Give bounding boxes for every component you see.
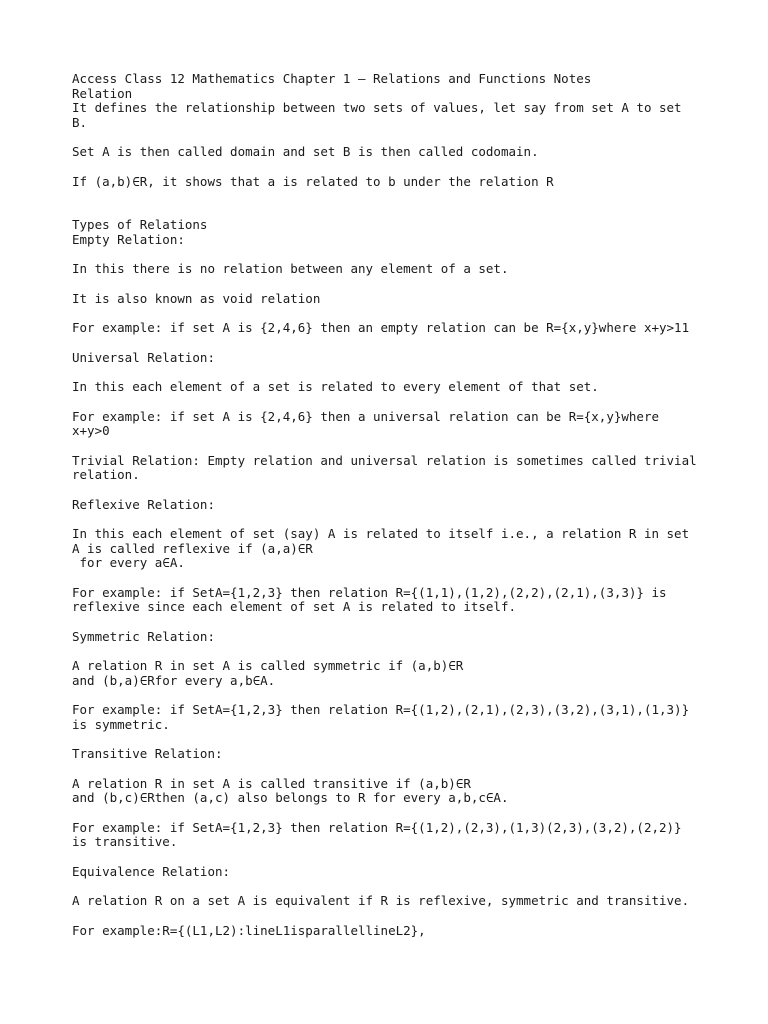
symmetric-example-line-1: For example: if SetA={1,2,3} then relation R={(1,2),(2,1),(2,3),(3,2),(3,1),(1,3)} [72, 702, 690, 717]
symmetric-example-line-2: is symmetric. [72, 716, 170, 732]
universal-relation-example-line-2: x+y>0 [72, 423, 110, 438]
empty-relation-heading: Empty Relation: [72, 231, 185, 247]
universal-relation-heading: Universal Relation: [72, 349, 215, 365]
document-page [72, 72, 712, 938]
reflexive-relation-heading: Reflexive Relation: [72, 496, 215, 512]
domain-codomain-text: Set A is then called domain and set B is then called codomain. [72, 144, 539, 159]
transitive-description-line-2: and (b,c)∈Rthen (a,c) also belongs to R for every a,b,c∈A. [72, 790, 509, 805]
related-text: If (a,b)∈R, it shows that a is related to b under the relation R [72, 173, 554, 189]
document-title: Access Class 12 Mathematics Chapter 1 – Relations and Functions Notes [72, 71, 592, 86]
transitive-relation-heading: Transitive Relation: [72, 746, 223, 761]
symmetric-description-line-2: and (b,a)∈Rfor every a,b∈A. [72, 672, 276, 688]
symmetric-description-line-1: A relation R in set A is called symmetric if (a,b)∈R [72, 658, 464, 673]
reflexive-example-line-1: For example: if SetA={1,2,3} then relation R={(1,1),(1,2),(2,2),(2,1),(3,3)} is [72, 584, 667, 600]
reflexive-description-line-1: In this each element of set (say) A is related to itself i.e., a relation R in set [72, 526, 690, 541]
equivalence-relation-heading: Equivalence Relation: [72, 863, 231, 879]
universal-relation-example-line-1: For example: if set A is {2,4,6} then a universal relation can be R={x,y}where [72, 408, 659, 424]
empty-relation-void-note: It is also known as void relation [72, 290, 321, 306]
empty-relation-example: For example: if set A is {2,4,6} then an empty relation can be R={x,y}where x+y>11 [72, 320, 690, 335]
equivalence-example: For example:R={(L1,L2):lineL1isparallellineL2}, [72, 922, 426, 938]
transitive-example-line-1: For example: if SetA={1,2,3} then relation R={(1,2),(2,3),(1,3)(2,3),(3,2),(2,2)} [72, 819, 682, 835]
relation-definition-line-1: It defines the relationship between two sets of values, let say from set A to set [72, 100, 682, 115]
symmetric-relation-heading: Symmetric Relation: [72, 628, 215, 644]
trivial-relation-line-1: Trivial Relation: Empty relation and universal relation is sometimes called trivial [72, 452, 697, 468]
relation-definition-line-2: B. [72, 114, 88, 130]
empty-relation-description: In this there is no relation between any element of a set. [72, 261, 509, 276]
relation-heading: Relation [72, 85, 133, 101]
equivalence-description: A relation R on a set A is equivalent if R is reflexive, symmetric and transitive. [72, 893, 690, 908]
transitive-description-line-1: A relation R in set A is called transitive if (a,b)∈R [72, 775, 471, 791]
trivial-relation-line-2: relation. [72, 467, 140, 482]
reflexive-description-line-3: for every a∈A. [72, 555, 185, 570]
reflexive-description-line-2: A is called reflexive if (a,a)∈R [72, 540, 313, 556]
transitive-example-line-2: is transitive. [72, 834, 178, 849]
universal-relation-description: In this each element of a set is related to every element of that set. [72, 379, 599, 394]
types-heading: Types of Relations [72, 217, 208, 232]
reflexive-example-line-2: reflexive since each element of set A is related to itself. [72, 599, 517, 614]
